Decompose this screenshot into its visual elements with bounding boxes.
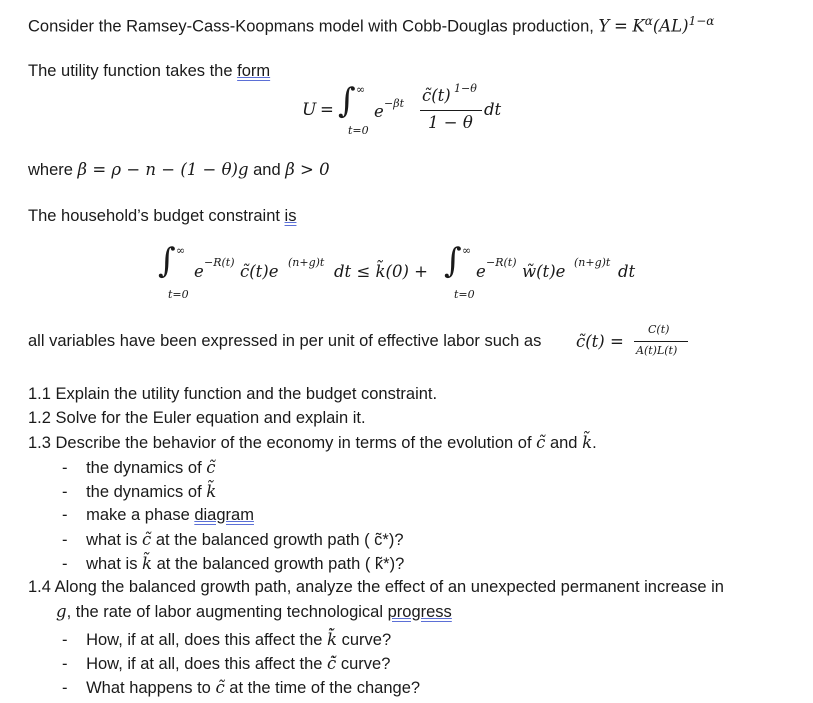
q13-item-math: c̃: [142, 530, 152, 549]
question-1-4: 1.4 Along the balanced growth path, analyze the effect of an unexpected permanent increase in: [28, 578, 724, 596]
q14-item: [62, 654, 390, 674]
production-AL: (AL): [652, 16, 689, 36]
effective-math: c̃(t) =: [576, 332, 624, 351]
q13-k: k̃: [582, 433, 593, 452]
question-1-2: 1.2 Solve for the Euler equation and explain it.: [28, 409, 366, 427]
q13-item-text: what is: [86, 531, 143, 549]
utility-e-power: −βt: [384, 97, 404, 110]
q14-item-math: k̃̇: [327, 630, 338, 649]
dash-bullet: -: [62, 679, 68, 697]
q13-item-math: k̃: [206, 482, 217, 501]
dash-bullet: -: [62, 531, 68, 549]
q14-item-text: How, if at all, does this affect the: [86, 655, 328, 673]
effective-num: C(t): [648, 323, 670, 336]
dash-bullet: -: [62, 483, 68, 501]
question-1-4-cont: [56, 602, 452, 622]
intro-line: [28, 14, 714, 37]
q14-item: [62, 678, 420, 698]
q13-item-underlined: diagram: [194, 506, 254, 524]
dash-bullet: -: [62, 506, 68, 524]
q13-item-tail: at the balanced growth path ( c̃*)?: [151, 531, 404, 549]
budget-lower-1: t=0: [168, 288, 189, 301]
production-eq: =: [613, 16, 628, 36]
question-1-1: 1.1 Explain the utility function and the budget constraint.: [28, 385, 438, 403]
q13-item-math: c̃: [206, 458, 216, 477]
q13-item-text: what is: [86, 555, 143, 573]
utility-eq: =: [320, 100, 334, 119]
q14-item-math: c̃̇: [327, 654, 337, 673]
budget-p1: −R(t): [204, 256, 235, 269]
utility-lower: t=0: [348, 124, 369, 137]
q14-g: g: [56, 602, 67, 621]
q13-text: 1.3 Describe the behavior of the economy in terms of the evolution of: [28, 434, 537, 452]
utility-num: c̃(t): [422, 86, 451, 105]
production-exp: 1−α: [688, 14, 715, 28]
q13-item: [62, 482, 216, 502]
question-1-3: [28, 433, 597, 453]
utility-intro-underlined: form: [237, 62, 271, 80]
dash-bullet: -: [62, 459, 68, 477]
q13-item-text: the dynamics of: [86, 459, 207, 477]
q13-item: [62, 458, 215, 478]
where-and: and: [248, 161, 286, 179]
integral-sign-1: ∫: [338, 81, 356, 121]
production-K: K: [632, 16, 645, 36]
budget-p4: (n+g)t: [574, 256, 611, 269]
q13-item-math: k̃: [142, 554, 153, 573]
effective-frac-line: [634, 341, 688, 342]
dash-bullet: -: [62, 555, 68, 573]
q14-item-tail: curve?: [336, 655, 391, 673]
budget-e2: e: [476, 262, 486, 281]
q13-item: [62, 506, 254, 525]
q14-underlined: progress: [387, 603, 452, 621]
utility-U: U: [302, 100, 317, 120]
budget-c: c̃(t)e: [240, 262, 279, 281]
q13-item-text: make a phase: [86, 506, 195, 524]
utility-den: 1 − θ: [428, 113, 473, 132]
q13-and: and: [545, 434, 583, 452]
q14-item-tail: curve?: [337, 631, 392, 649]
budget-intro: [28, 207, 296, 226]
budget-upper-1: ∞: [176, 244, 186, 257]
utility-intro: [28, 62, 270, 81]
where-line: [28, 160, 330, 180]
q14-item-tail: at the time of the change?: [224, 679, 421, 697]
budget-intro-text: The household’s budget constraint: [28, 207, 285, 225]
q13-item: [62, 554, 404, 574]
where-math2: β > 0: [285, 160, 330, 179]
dash-bullet: -: [62, 631, 68, 649]
effective-den: A(t)L(t): [636, 344, 678, 357]
budget-upper-2: ∞: [462, 244, 472, 257]
q13-c: c̃: [536, 433, 546, 452]
intro-text: Consider the Ramsey-Cass-Koopmans model with Cobb-Douglas production,: [28, 17, 594, 36]
utility-frac-line: [420, 110, 482, 111]
utility-intro-text: The utility function takes the: [28, 62, 238, 80]
q14-item-math: c̃: [215, 678, 225, 697]
q13-item-tail: at the balanced growth path ( k̃*)?: [152, 555, 405, 573]
where-text: where: [28, 161, 78, 179]
q14-item-text: How, if at all, does this affect the: [86, 631, 328, 649]
budget-dt: dt: [618, 262, 636, 281]
budget-w: w̃(t)e: [522, 262, 566, 281]
where-math: β = ρ − n − (1 − θ)g: [77, 160, 249, 179]
budget-p2: (n+g)t: [288, 256, 325, 269]
production-lhs: Y: [598, 16, 610, 36]
budget-intro-underlined: is: [284, 207, 297, 225]
integral-sign-2: ∫: [158, 241, 176, 281]
budget-rest1: dt ≤ k̃(0) +: [334, 262, 428, 281]
q13-item: [62, 530, 404, 550]
utility-upper: ∞: [356, 83, 366, 96]
effective-text: all variables have been expressed in per unit of effective labor such as: [28, 332, 542, 350]
q13-period: .: [592, 434, 597, 452]
q13-item-text: the dynamics of: [86, 483, 207, 501]
q14-text: , the rate of labor augmenting technological: [66, 603, 388, 621]
integral-sign-3: ∫: [444, 241, 462, 281]
budget-lower-2: t=0: [454, 288, 475, 301]
budget-p3: −R(t): [486, 256, 517, 269]
q14-item-text: What happens to: [86, 679, 216, 697]
production-alpha: α: [644, 14, 653, 28]
utility-dt: dt: [484, 100, 502, 119]
utility-num-exp: 1−θ: [454, 82, 477, 95]
utility-e: e: [374, 102, 384, 121]
budget-e1: e: [194, 262, 204, 281]
dash-bullet: -: [62, 655, 68, 673]
q14-item: [62, 630, 391, 650]
